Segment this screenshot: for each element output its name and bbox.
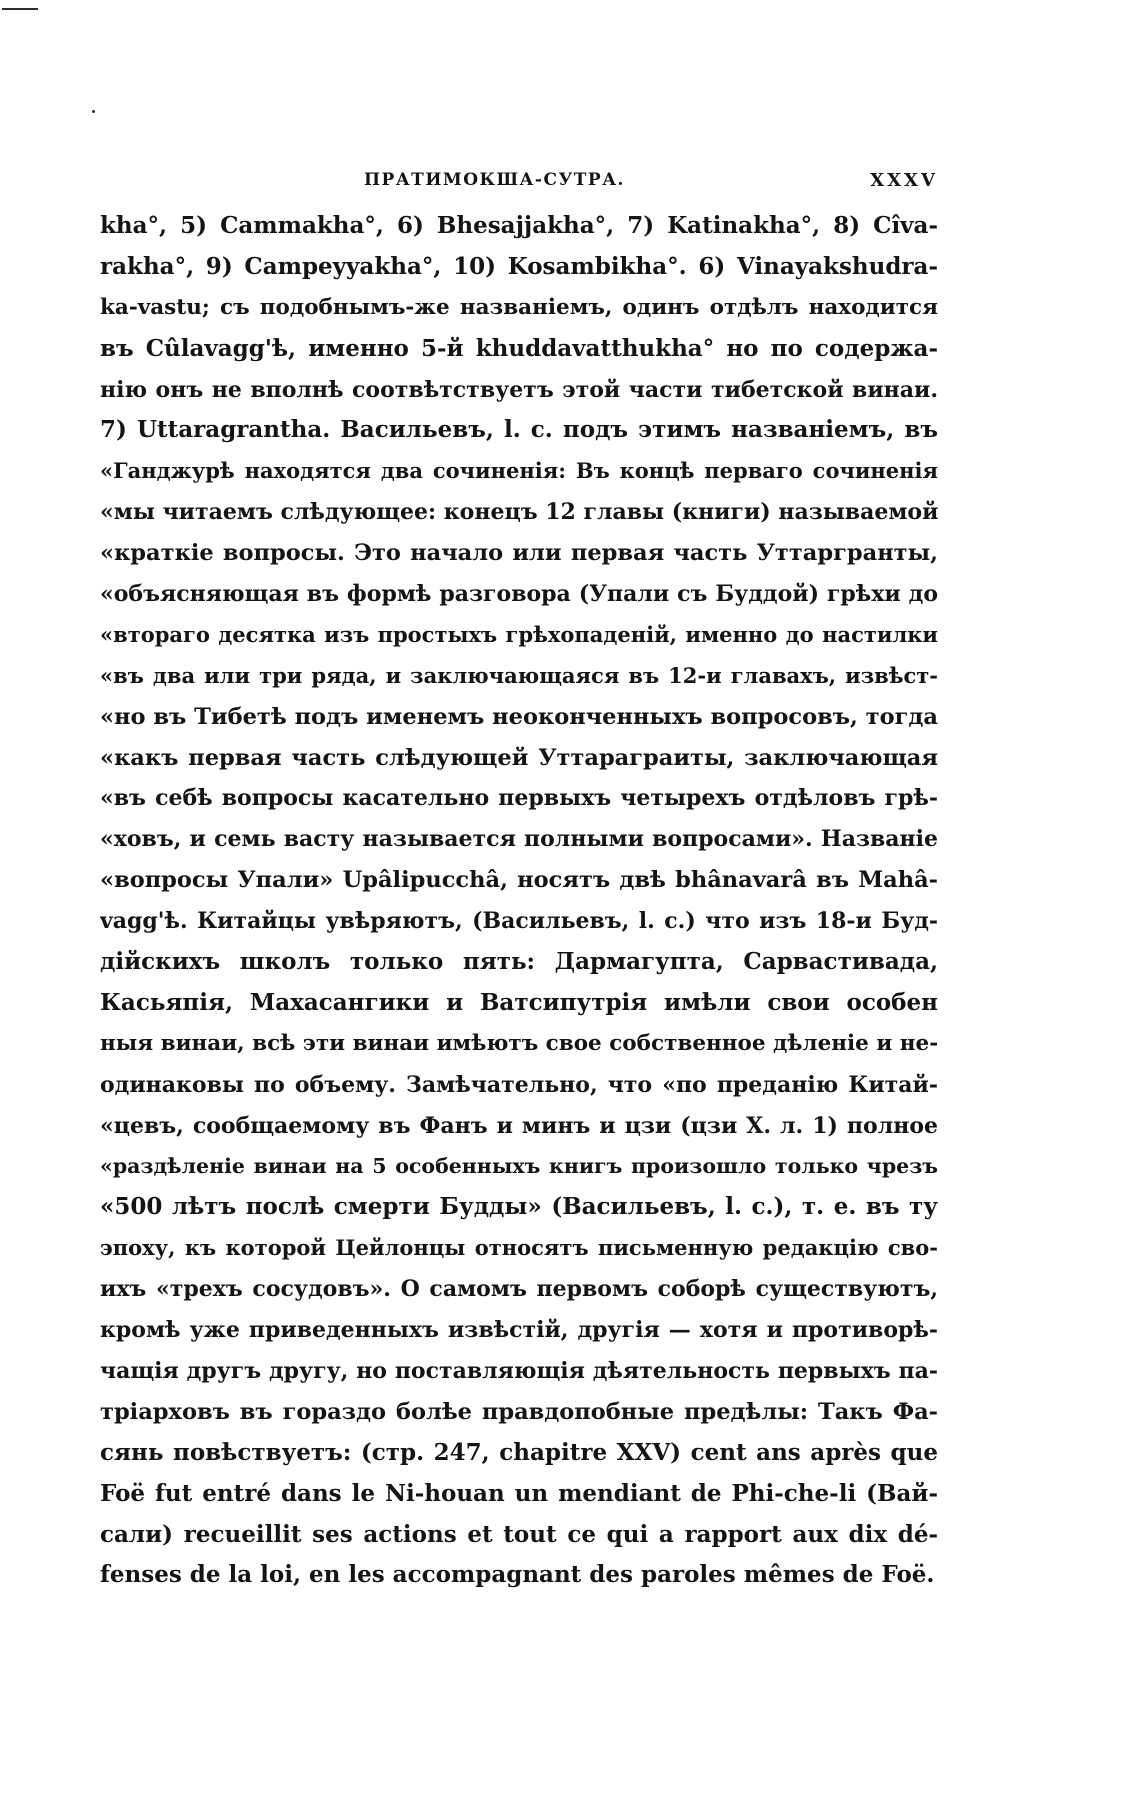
text-line: сянь повѣствуетъ: (стр. 247, chapitre XXV) cent ans après que xyxy=(100,1438,938,1466)
text-line: «вопросы Упали» Upâlipucchâ, носятъ двѣ bhânavarâ въ Mahâ- xyxy=(100,867,938,894)
text-line: чащія другъ другу, но поставляющія дѣятельность первыхъ па- xyxy=(100,1357,938,1384)
text-line: Касьяпія, Махасангики и Ватсипутрія имѣли свои особен xyxy=(100,988,938,1016)
text-line: «Ганджурѣ находятся два сочиненія: Въ концѣ перваго сочиненія xyxy=(100,458,938,484)
text-line: 7) Uttaragrantha. Васильевъ, l. c. подъ этимъ названіемъ, въ xyxy=(100,416,938,444)
text-line: «въ два или три ряда, и заключающаяся въ 12-и главахъ, извѣст- xyxy=(100,662,938,688)
text-line: ka-vastu; съ подобнымъ-же названіемъ, одинъ отдѣлъ находится xyxy=(100,294,938,320)
text-line: Foë fut entré dans le Ni-houan un mendiant de Phi-che-li (Вай- xyxy=(100,1479,938,1507)
text-line: «въ себѣ вопросы касательно первыхъ четырехъ отдѣловъ грѣ- xyxy=(100,785,938,812)
text-line: нію онъ не вполнѣ соотвѣтствуетъ этой части тибетской винаи. xyxy=(100,376,938,403)
text-line: «раздѣленіе винаи на 5 особенныхъ книгъ произошло только чрезъ xyxy=(100,1154,938,1179)
text-line: kha°, 5) Cammakha°, 6) Bhesajjakha°, 7) Katinakha°, 8) Cîva- xyxy=(100,212,938,239)
text-line: «мы читаемъ слѣдующее: конецъ 12 главы (книги) называемой xyxy=(100,499,938,526)
text-line: «500 лѣтъ послѣ смерти Будды» (Васильевъ, l. c.), т. е. въ ту xyxy=(100,1193,938,1221)
text-line: vagg'ѣ. Китайцы увѣряютъ, (Васильевъ, l. c.) что изъ 18-и Буд- xyxy=(100,908,938,935)
text-line: «объясняющая въ формѣ разговора (Упали съ Буддой) грѣхи до xyxy=(100,581,938,608)
text-line: ныя винаи, всѣ эти винаи имѣютъ свое собственное дѣленіе и не- xyxy=(100,1030,938,1056)
scan-speck xyxy=(92,110,95,113)
text-line: «какъ первая часть слѣдующей Уттараграиты, заключающая xyxy=(100,744,938,771)
running-header xyxy=(100,170,938,196)
text-line: «но въ Тибетѣ подъ именемъ неоконченныхъ вопросовъ, тогда xyxy=(100,703,938,730)
page-edge-mark xyxy=(2,8,38,10)
text-line: rakha°, 9) Campeyyakha°, 10) Kosambikha°. 6) Vinayakshudra- xyxy=(100,252,938,280)
text-line: ихъ «трехъ сосудовъ». О самомъ первомъ соборѣ существуютъ, xyxy=(100,1276,938,1303)
text-line: fenses de la loi, en les accompagnant des paroles mêmes de Foë. xyxy=(100,1561,935,1589)
text-line: сали) recueillit ses actions et tout ce qui a rapport aux dix dé- xyxy=(100,1520,938,1548)
text-line: «цевъ, сообщаемому въ Фанъ и минъ и цзи (цзи X. л. 1) полное xyxy=(100,1112,938,1139)
text-line: одинаковы по объему. Замѣчательно, что «по преданію Китай- xyxy=(100,1071,938,1098)
text-line: тріарховъ въ гораздо болѣе правдопобные предѣлы: Такъ Фа- xyxy=(100,1398,938,1425)
running-title: ПРАТИМОКША-СУТРА. xyxy=(364,170,625,190)
text-line: «втораго десятка изъ простыхъ грѣхопаденій, именно до настилки xyxy=(100,621,938,647)
body-text xyxy=(100,206,938,1596)
text-line: «краткіе вопросы. Это начало или первая часть Уттаргранты, xyxy=(100,540,938,567)
text-line: дійскихъ школъ только пять: Дармагупта, Сарвастивада, xyxy=(100,948,938,976)
text-line: кромѣ уже приведенныхъ извѣстій, другія — хотя и противорѣ- xyxy=(100,1317,938,1344)
page-number: XXXV xyxy=(870,170,938,191)
text-line: эпоху, къ которой Цейлонцы относятъ письменную редакцію сво- xyxy=(100,1235,938,1261)
text-line: «ховъ, и семь васту называется полными вопросами». Названіе xyxy=(100,826,938,853)
text-line: въ Cûlavagg'ѣ, именно 5-й khuddavatthukha° но по содержа- xyxy=(100,334,938,362)
